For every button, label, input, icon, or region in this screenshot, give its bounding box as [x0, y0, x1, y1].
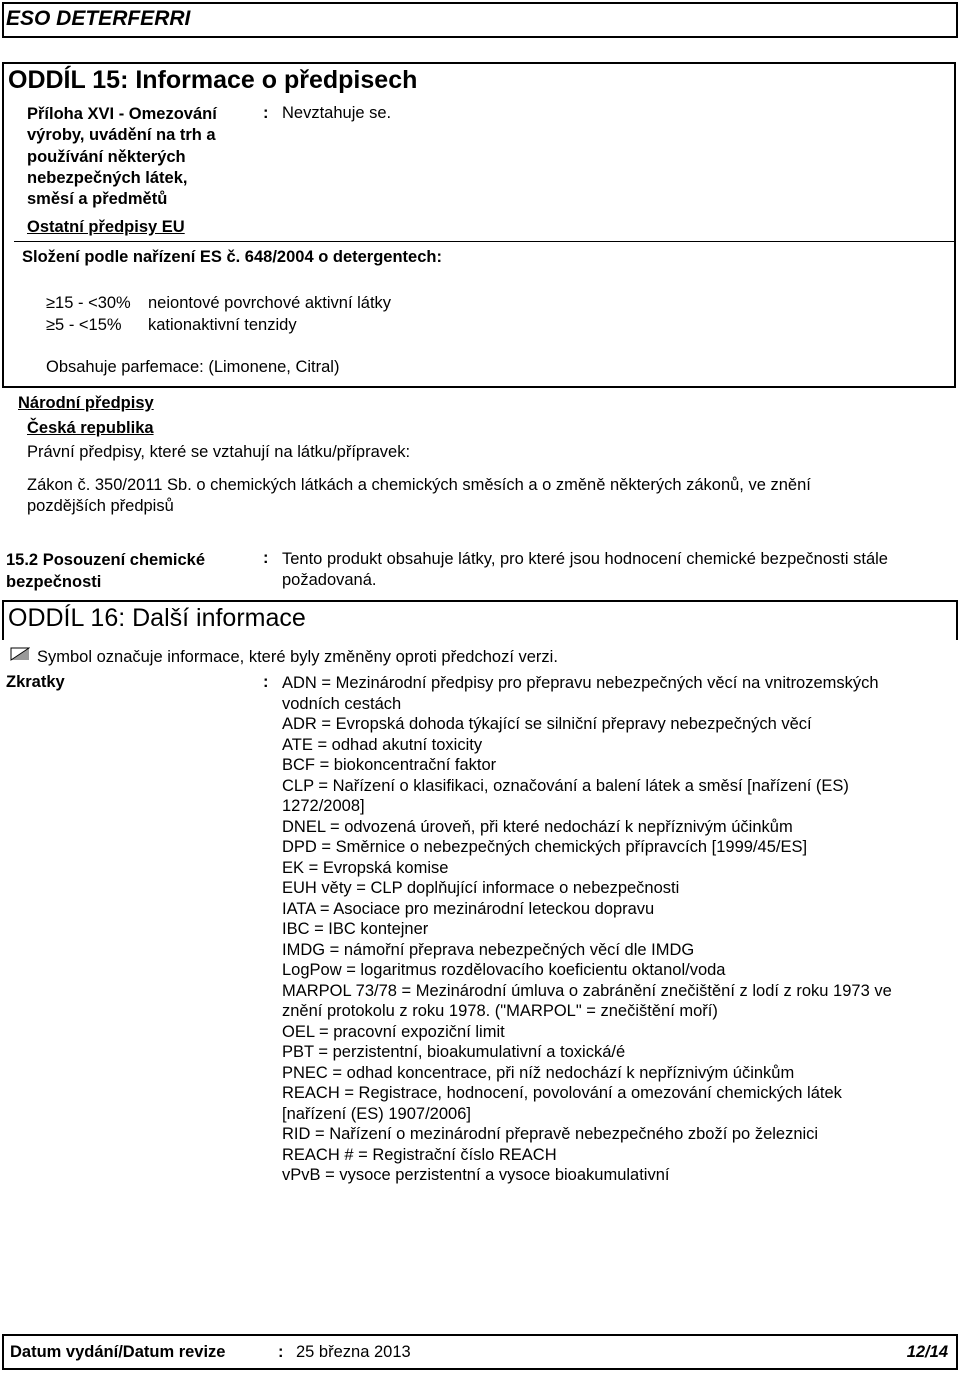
czech-heading: Česká republika: [27, 419, 154, 437]
detergent-row: [46, 294, 131, 313]
abbr-line: ADR = Evropská dohoda týkající se silniční přepravy nebezpečných věcí: [282, 715, 812, 733]
abbr-line: EK = Evropská komise: [282, 858, 449, 877]
national-heading: Národní předpisy: [18, 394, 154, 412]
abbr-line: PBT = perzistentní, bioakumulativní a toxická/é: [282, 1043, 626, 1061]
abbr-line: IBC = IBC kontejner: [282, 920, 429, 938]
assessment-label: 15.2 Posouzení chemické bezpečnosti: [6, 551, 206, 591]
assessment-colon: :: [263, 549, 269, 567]
change-marker-icon: [10, 647, 30, 661]
abbr-line: znění protokolu z roku 1978. ("MARPOL" = znečištění moří): [282, 1002, 718, 1020]
detergent-desc: kationaktivní tenzidy: [148, 316, 297, 334]
legal-label: Právní předpisy, které se vztahují na látku/přípravek:: [27, 443, 411, 461]
footer-colon: :: [278, 1343, 284, 1361]
detergent-row: [46, 316, 122, 335]
abbr-line: [nařízení (ES) 1907/2006]: [282, 1104, 471, 1123]
company-name: ESO DETERFERRI: [6, 7, 191, 30]
abbr-line: PNEC = odhad koncentrace, při níž nedochází k nepříznivým účinkům: [282, 1063, 795, 1082]
abbr-line: EUH věty = CLP doplňující informace o nebezpečnosti: [282, 879, 680, 897]
abbr-list: [282, 673, 892, 1186]
detergent-range: ≥5 - <15%: [46, 316, 122, 334]
abbr-line: DPD = Směrnice o nebezpečných chemických přípravcích [1999/45/ES]: [282, 838, 808, 856]
abbr-line: IATA = Asociace pro mezinárodní leteckou dopravu: [282, 899, 655, 918]
abbr-colon: :: [263, 673, 269, 691]
detergent-range: ≥15 - <30%: [46, 294, 131, 312]
annex-value: Nevztahuje se.: [282, 104, 392, 122]
other-eu-heading: Ostatní předpisy EU: [27, 218, 185, 236]
abbr-line: CLP = Nařízení o klasifikaci, označování a balení látek a směsí [nařízení (ES): [282, 776, 849, 795]
symbol-note: Symbol označuje informace, které byly změněny oproti předchozí verzi.: [37, 648, 558, 666]
abbr-line: OEL = pracovní expoziční limit: [282, 1022, 505, 1041]
abbr-line: LogPow = logaritmus rozdělovacího koeficientu oktanol/voda: [282, 961, 726, 979]
annex-label: Příloha XVI - Omezování výroby, uvádění na trh a používání některých nebezpečných látek, směsí a předmětů: [27, 105, 217, 209]
abbr-line: REACH = Registrace, hodnocení, povolování a omezování chemických látek: [282, 1084, 842, 1102]
assessment-value: Tento produkt obsahuje látky, pro které jsou hodnocení chemické bezpečnosti stále požadovaná.: [282, 550, 888, 589]
abbr-line: 1272/2008]: [282, 797, 365, 815]
abbr-line: MARPOL 73/78 = Mezinárodní úmluva o zabránění znečištění z lodí z roku 1973 ve: [282, 981, 892, 1000]
abbr-line: REACH # = Registrační číslo REACH: [282, 1145, 557, 1164]
law-text: Zákon č. 350/2011 Sb. o chemických látkách a chemických směsích a o změně některých zákonů, ve znění pozdějších předpisů: [27, 476, 811, 515]
abbr-line: IMDG = námořní přeprava nebezpečných věcí dle IMDG: [282, 940, 695, 959]
abbr-line: vPvB = vysoce perzistentní a vysoce bioakumulativní: [282, 1166, 670, 1184]
abbr-label: Zkratky: [6, 673, 65, 691]
section15-title: ODDÍL 15: Informace o předpisech: [8, 66, 418, 94]
detergent-desc: neiontové povrchové aktivní látky: [148, 294, 392, 312]
page-number: 12/14: [906, 1343, 948, 1361]
abbr-line: DNEL = odvozená úroveň, při které nedochází k nepříznivým účinkům: [282, 817, 793, 836]
footer-date-label: Datum vydání/Datum revize: [10, 1343, 226, 1361]
perfumes-text: Obsahuje parfemace: (Limonene, Citral): [46, 358, 340, 376]
footer-date: 25 března 2013: [296, 1343, 411, 1361]
abbr-line: BCF = biokoncentrační faktor: [282, 756, 497, 774]
abbr-line: RID = Nařízení o mezinárodní přepravě nebezpečného zboží po železnici: [282, 1125, 819, 1143]
abbr-line: vodních cestách: [282, 694, 402, 713]
abbr-line: ATE = odhad akutní toxicity: [282, 735, 483, 754]
abbr-line: ADN = Mezinárodní předpisy pro přepravu nebezpečných věcí na vnitrozemských: [282, 674, 879, 692]
section16-title: ODDÍL 16: Další informace: [8, 604, 306, 632]
annex-colon: :: [263, 104, 269, 122]
detergent-title: Složení podle nařízení ES č. 648/2004 o detergentech:: [22, 248, 442, 266]
